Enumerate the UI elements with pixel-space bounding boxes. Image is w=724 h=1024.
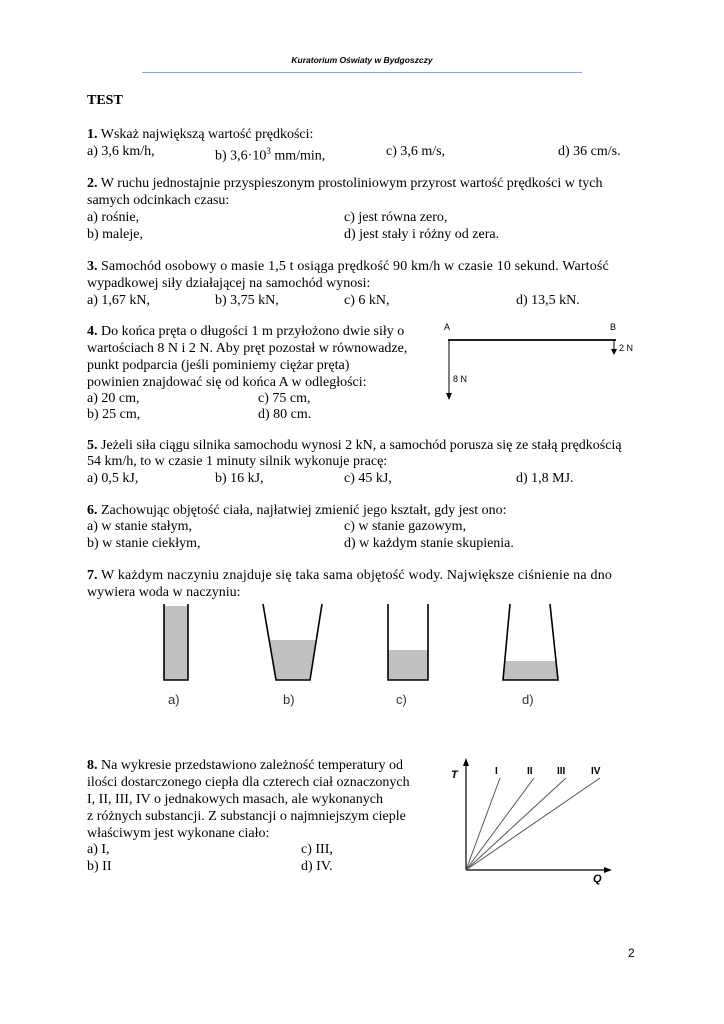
q6-option-d: d) w każdym stanie skupienia. [344, 536, 514, 551]
test-title: TEST [87, 93, 123, 108]
vessel-c-water [388, 650, 428, 680]
q7-text-line1: 7. W każdym naczyniu znajduje się taka sama objętość wody. Największe ciśnienie na dno [87, 568, 613, 583]
q4-text-line3: punkt podparcia (jeśli pominiemy ciężar pręta) [87, 358, 350, 373]
q4-text-line2: wartościach 8 N i 2 N. Aby pręt pozostał w równowadze, [87, 341, 408, 356]
graph-y-label: T [451, 769, 458, 781]
q6-option-b: b) w stanie ciekłym, [87, 536, 201, 551]
q1-option-a: a) 3,6 km/h, [87, 144, 155, 159]
q5-option-d: d) 1,8 MJ. [516, 471, 574, 486]
graph-line-II [466, 778, 534, 870]
q3-option-d: d) 13,5 kN. [516, 293, 580, 308]
q8-option-b: b) II [87, 859, 112, 874]
q5-option-b: b) 16 kJ, [215, 471, 264, 486]
force-b-arrowhead [611, 349, 617, 355]
q4-text-line1: 4. Do końca pręta o długości 1 m przyłożono dwie siły o [87, 324, 405, 339]
rod-label-a: A [444, 322, 451, 332]
q4-option-d: d) 80 cm. [258, 407, 312, 422]
graph-line-III [466, 778, 566, 870]
graph-y-arrowhead [463, 758, 469, 766]
q8-text-line5: właściwym jest wykonane ciało: [87, 826, 270, 841]
temperature-heat-graph [448, 748, 618, 888]
q3-text-line2: wypadkowej siły działającej na samochód wynosi: [87, 276, 371, 291]
header-title: Kuratorium Oświaty w Bydgoszczy [291, 55, 433, 65]
q2-text-line1: 2. W ruchu jednostajnie przyspieszonym prostoliniowym przyrost wartość prędkości w tych [87, 176, 603, 191]
q2-option-c: c) jest równa zero, [344, 210, 448, 225]
force-a-label: 8 N [453, 374, 468, 384]
q4-option-a: a) 20 cm, [87, 391, 140, 406]
header-rule [142, 72, 582, 73]
q3-option-b: b) 3,75 kN, [215, 293, 279, 308]
q2-text-line2: samych odcinkach czasu: [87, 193, 230, 208]
vessel-label-d: d) [522, 692, 534, 707]
graph-x-label: Q [593, 873, 602, 885]
graph-line-IV [466, 778, 600, 870]
q1-text: 1. Wskaż największą wartość prędkości: [87, 127, 314, 142]
vessel-b-water [270, 640, 316, 680]
graph-label-II: II [527, 766, 533, 777]
q2-option-d: d) jest stały i różny od zera. [344, 227, 500, 242]
q8-option-c: c) III, [301, 842, 333, 857]
q8-option-a: a) I, [87, 842, 110, 857]
vessel-a-water [164, 606, 188, 680]
q8-text-line1: 8. Na wykresie przedstawiono zależność temperatury od [87, 758, 404, 773]
q6-option-a: a) w stanie stałym, [87, 519, 192, 534]
force-a-arrowhead [446, 393, 452, 400]
vessel-label-a: a) [168, 692, 180, 707]
q5-option-c: c) 45 kJ, [344, 471, 392, 486]
q3-option-c: c) 6 kN, [344, 293, 390, 308]
vessel-d-water [503, 661, 558, 680]
vessel-label-c: c) [396, 692, 407, 707]
q2-option-b: b) maleje, [87, 227, 143, 242]
q1-option-b: b) $3,6\cdot 10^3$ mm/min, [215, 146, 326, 164]
rod-label-b: B [610, 322, 617, 332]
graph-label-I: I [495, 766, 498, 777]
force-b-label: 2 N [619, 343, 634, 353]
q5-text-line2: 54 km/h, to w czasie 1 minuty silnik wykonuje pracę: [87, 454, 388, 469]
q4-text-line4: powinien znajdować się od końca A w odległości: [87, 375, 367, 390]
graph-x-arrowhead [604, 867, 612, 873]
graph-line-I [466, 778, 500, 870]
q8-option-d: d) IV. [301, 859, 333, 874]
graph-label-III: III [557, 766, 566, 777]
vessels-figure [150, 600, 570, 715]
q8-text-line3: I, II, III, IV o jednakowych masach, ale wykonanych [87, 792, 383, 807]
q8-text-line4: z różnych substancji. Z substancji o najmniejszym cieple [87, 809, 406, 824]
q6-text: 6. Zachowując objętość ciała, najłatwiej zmienić jego kształt, gdy jest ono: [87, 503, 507, 518]
rod-forces-figure [436, 318, 646, 408]
q5-text-line1: 5. Jeżeli siła ciągu silnika samochodu wynosi 2 kN, a samochód porusza się ze stałą prędkością [87, 438, 622, 453]
q4-option-b: b) 25 cm, [87, 407, 141, 422]
q3-text-line1: 3. Samochód osobowy o masie 1,5 t osiąga prędkość 90 km/h w czasie 10 sekund. Wartość [87, 259, 609, 274]
q1-option-c: c) 3,6 m/s, [386, 144, 446, 159]
q5-option-a: a) 0,5 kJ, [87, 471, 139, 486]
q4-option-c: c) 75 cm, [258, 391, 311, 406]
q1-option-d: d) 36 cm/s. [558, 144, 621, 159]
q8-text-line2: ilości dostarczonego ciepła dla czterech ciał oznaczonych [87, 775, 410, 790]
q2-option-a: a) rośnie, [87, 210, 140, 225]
graph-label-IV: IV [591, 766, 601, 777]
q6-option-c: c) w stanie gazowym, [344, 519, 467, 534]
q7-text-line2: wywiera woda w naczyniu: [87, 585, 241, 600]
vessel-label-b: b) [283, 692, 295, 707]
page-number: 2 [628, 946, 635, 960]
q3-option-a: a) 1,67 kN, [87, 293, 150, 308]
